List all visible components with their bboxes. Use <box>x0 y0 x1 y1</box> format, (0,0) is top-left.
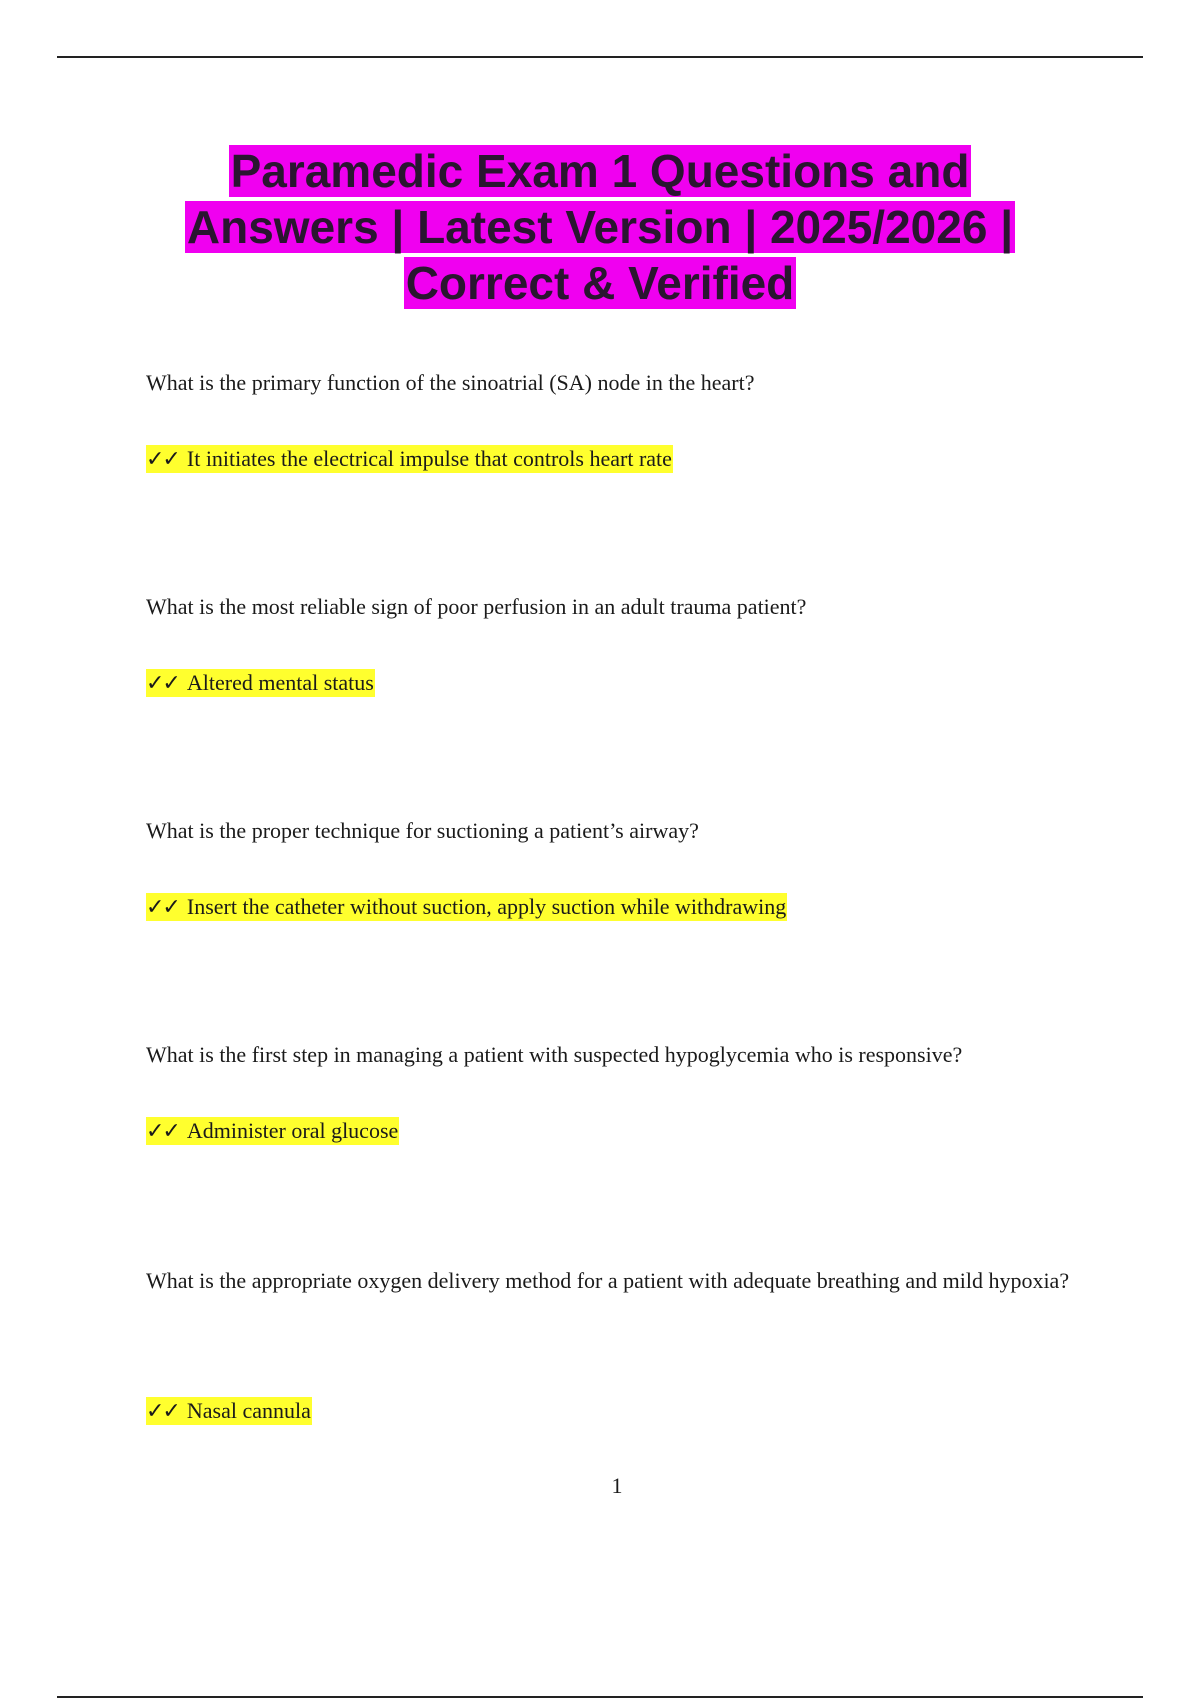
qa-item-3 <box>146 803 1086 920</box>
answer-text <box>146 1116 399 1147</box>
title-line-1: Paramedic Exam 1 Questions and <box>230 145 970 197</box>
question-text: What is the most reliable sign of poor perfusion in an adult trauma patient? <box>146 594 807 619</box>
answer-text <box>146 444 673 475</box>
bottom-rule <box>57 1696 1143 1698</box>
double-check-icon: ✓✓ <box>146 1399 179 1424</box>
answer-highlight <box>146 445 673 473</box>
question-text: What is the first step in managing a patient with suspected hypoglycemia who is responsive? <box>146 1042 963 1067</box>
answer-label: It initiates the electrical impulse that controls heart rate <box>186 446 672 471</box>
question-text: What is the appropriate oxygen delivery method for a patient with adequate breathing and mild hypoxia? <box>146 1268 1070 1293</box>
document-title <box>100 143 1100 311</box>
answer-text <box>146 892 787 923</box>
qa-item-1 <box>146 355 1086 472</box>
answer-label: Insert the catheter without suction, apply suction while withdrawing <box>186 894 787 919</box>
answer-highlight <box>146 669 375 697</box>
answer-highlight <box>146 1117 399 1145</box>
double-check-icon: ✓✓ <box>146 671 179 696</box>
answer-text <box>146 668 375 699</box>
qa-item-4 <box>146 1027 1086 1144</box>
page-number: 1 <box>611 1473 623 1498</box>
qa-item-5 <box>146 1253 1076 1424</box>
double-check-icon: ✓✓ <box>146 1119 179 1144</box>
qa-item-2 <box>146 579 1086 696</box>
title-line-3: Correct & Verified <box>405 257 795 309</box>
answer-label: Nasal cannula <box>186 1398 311 1423</box>
answer-label: Administer oral glucose <box>186 1118 399 1143</box>
title-line-2: Answers | Latest Version | 2025/2026 | <box>186 201 1014 253</box>
double-check-icon: ✓✓ <box>146 895 179 920</box>
answer-highlight <box>146 1397 312 1425</box>
top-rule <box>57 56 1143 58</box>
answer-label: Altered mental status <box>186 670 374 695</box>
question-text: What is the proper technique for suctioning a patient’s airway? <box>146 818 699 843</box>
answer-highlight <box>146 893 787 921</box>
answer-text <box>146 1396 312 1427</box>
double-check-icon: ✓✓ <box>146 447 179 472</box>
question-text: What is the primary function of the sinoatrial (SA) node in the heart? <box>146 370 755 395</box>
